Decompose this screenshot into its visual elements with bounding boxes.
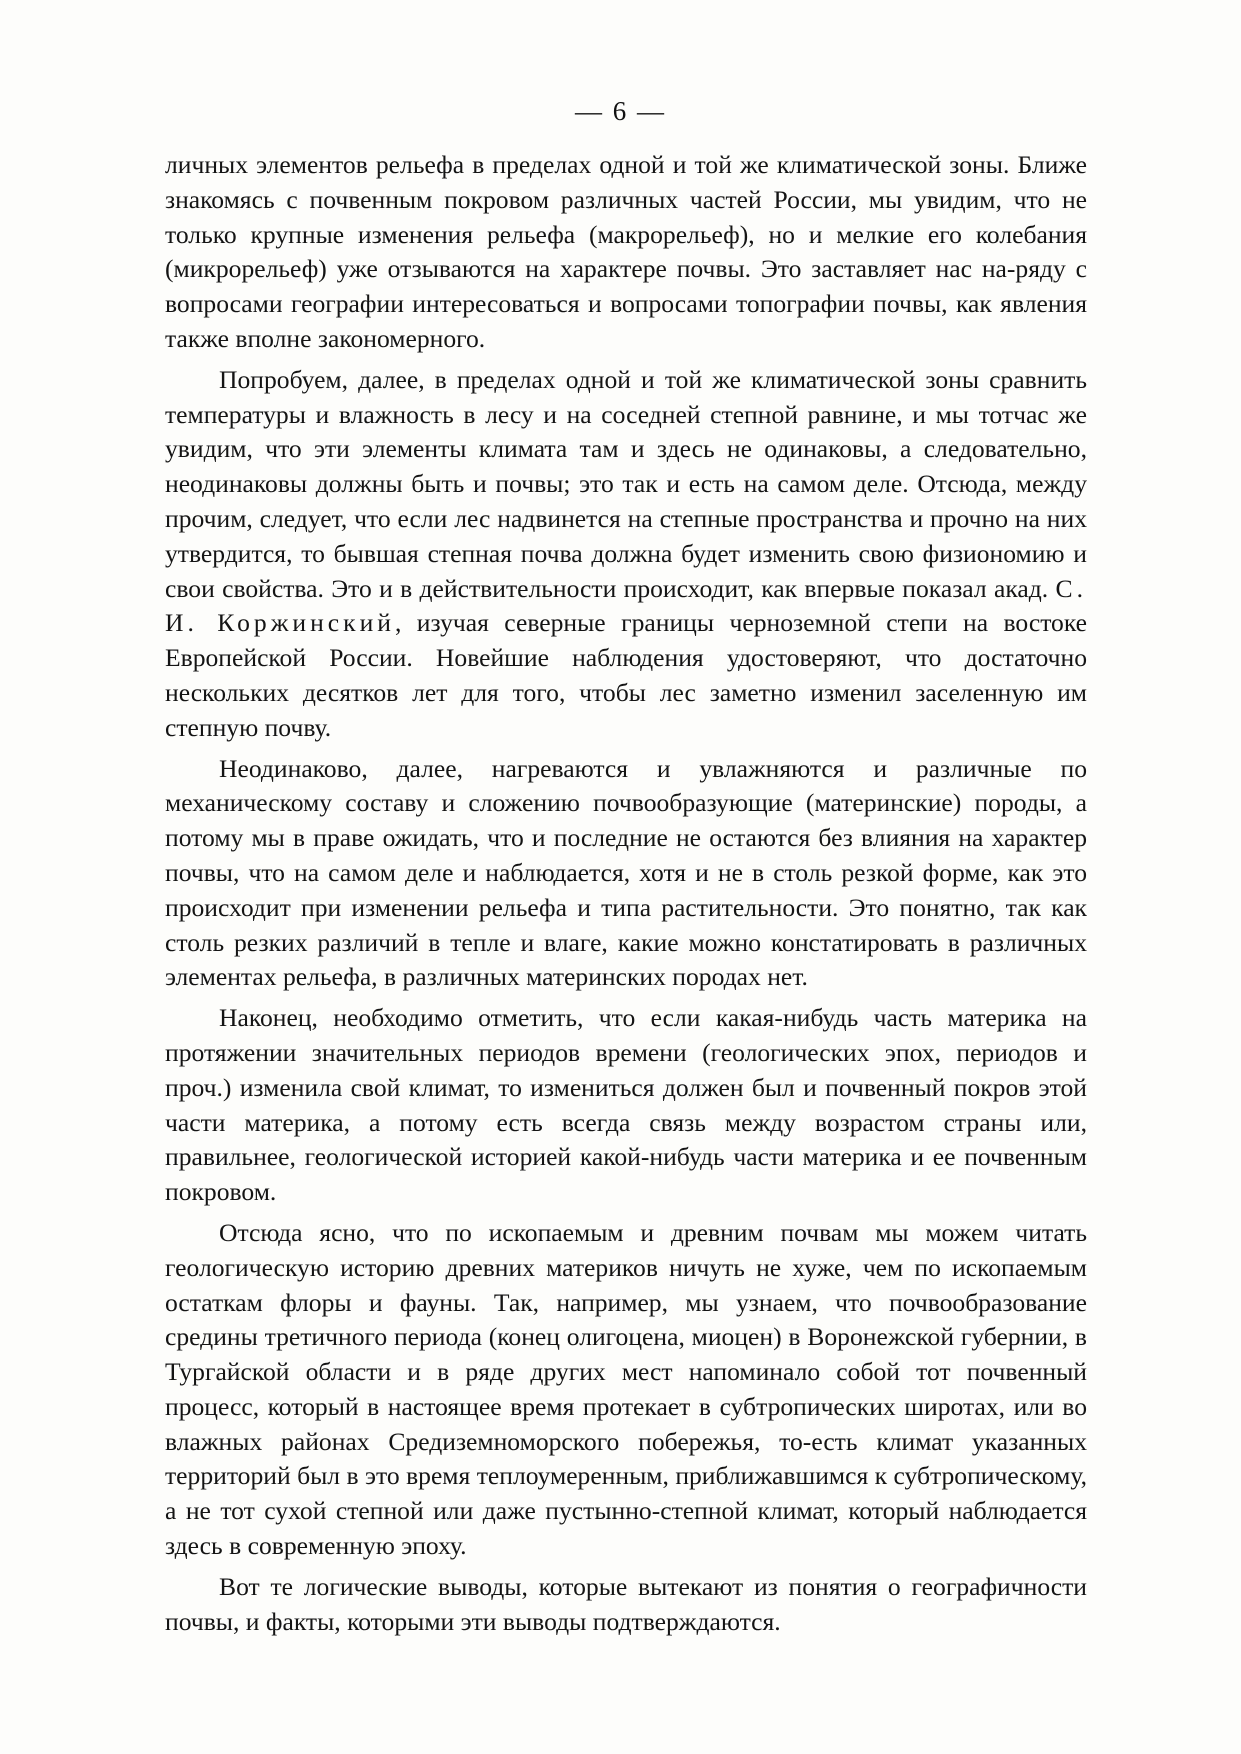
paragraph-climate-change: Наконец, необходимо отметить, что если какая-нибудь часть материка на протяжении значительных периодов времени (геологических эпох, периодов и проч.) изменила свой климат, то измениться должен был и почвенный покров этой части материка, а потому есть всегда связь между возрастом страны или, правильнее, геологической историей какой-нибудь части материка и ее почвенным покровом. xyxy=(165,1003,1087,1207)
paragraph-parent-rocks: Неодинаково, далее, нагреваются и увлажняются и различные по механическому составу и сложению почвообразующие (материнские) породы, а потому мы в праве ожидать, что и последние не остаются без влияния на характер почвы, что на самом деле и наблюдается, хотя и не в столь резкой форме, как это происходит при изменении рельефа и типа растительности. Это понятно, так как столь резких различий в тепле и влаге, какие можно констатировать в различных элементах рельефа, в различных материнских породах нет. xyxy=(165,753,1087,992)
paragraph-text-after-author: , изучая северные границы черноземной степи на востоке Европейской России. Новейшие наблюдения удостоверяют, что достаточно нескольких десятков лет для того, чтобы лес заметно изменил заселенную им степную почву. xyxy=(165,608,1087,742)
paragraph-forest-steppe xyxy=(165,363,1087,746)
paragraph-text-before-author: Попробуем, далее, в пределах одной и той же климатической зоны сравнить температуры и влажность в лесу и на соседней степной равнине, и мы тотчас же увидим, что эти элементы климата там и здесь не одинаковы, а следовательно, неодинаковы должны быть и почвы; это так и есть на самом деле. Отсюда, между прочим, следует, что если лес надвинется на степные пространства и прочно на них утвердится, то бывшая степная почва должна будет изменить свою физиономию и свои свойства. Это и в действительности происходит, как впервые показал акад. xyxy=(165,364,1087,603)
paragraph-relief-continuation: личных элементов рельефа в пределах одной и той же климатической зоны. Ближе знакомясь с почвенным покровом различных частей России, мы увидим, что не только крупные изменения рельефа (макрорельеф), но и мелкие его колебания (микрорельеф) уже отзываются на характере почвы. Это заставляет нас на-ряду с вопросами географии интересоваться и вопросами топографии почвы, как явления также вполне закономерного. xyxy=(165,150,1087,353)
page-number: — 6 — xyxy=(575,96,666,126)
paragraph-conclusion: Вот те логические выводы, которые вытекают из понятия о географичности почвы, и факты, которыми эти выводы подтверждаются. xyxy=(165,1571,1087,1636)
body-text xyxy=(165,148,1087,1639)
author-name: С. И. Коржинский xyxy=(165,573,1087,638)
paragraph-fossil-soils: Отсюда ясно, что по ископаемым и древним почвам мы можем читать геологическую историю древних материков ничуть не хуже, чем по ископаемым остаткам флоры и фауны. Так, например, мы узнаем, что почвообразование средины третичного периода (конец олигоцена, миоцен) в Воронежской губернии, в Тургайской области и в ряде других мест напоминало собой тот почвенный процесс, который в настоящее время протекает в субтропических широтах, или во влажных районах Средиземноморского побережья, то-есть климат указанных территорий был в это время теплоумеренным, приближавшимся к субтропическому, а не тот сухой степной или даже пустынно-степной климат, который наблюдается здесь в современную эпоху. xyxy=(165,1217,1087,1561)
